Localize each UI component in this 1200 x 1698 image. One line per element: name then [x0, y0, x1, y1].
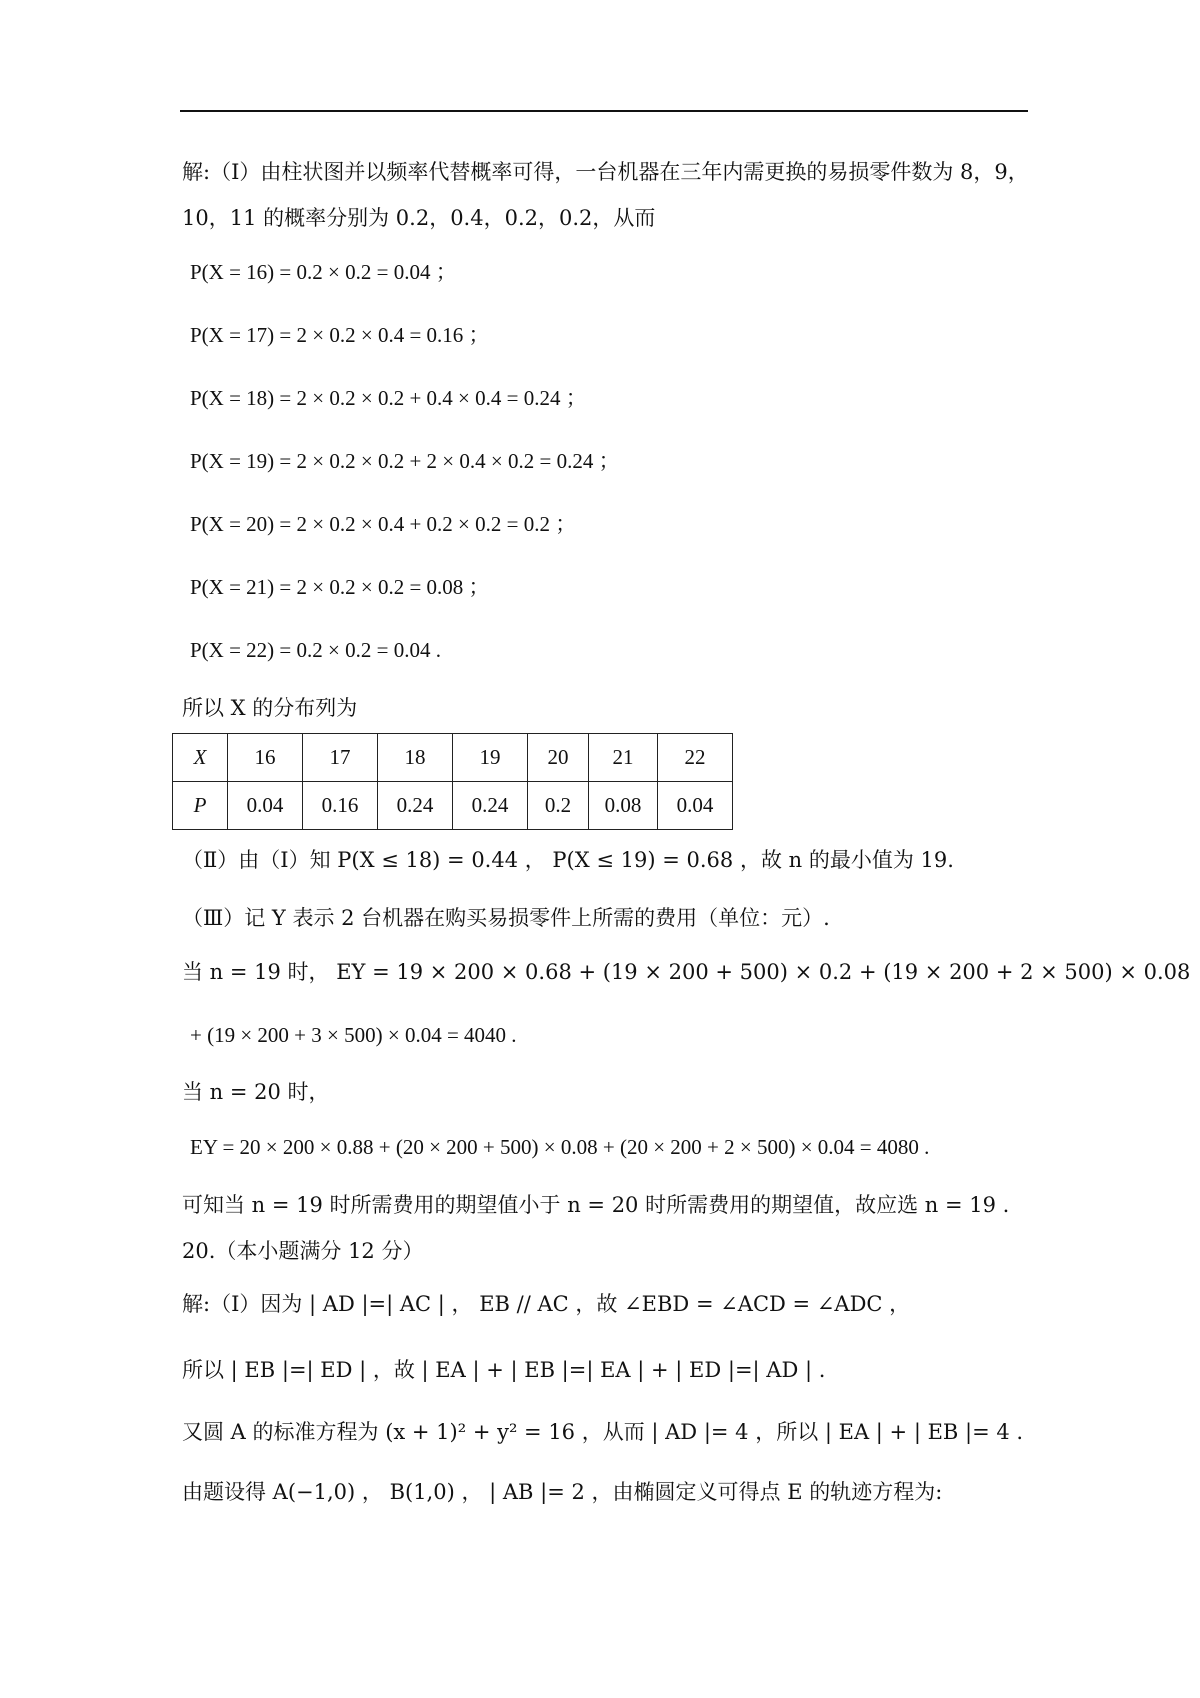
prob-x16: P(X = 16) = 0.2 × 0.2 = 0.04 ； [190, 260, 457, 284]
table-cell: 18 [378, 734, 453, 782]
solution-line-2: 10，11 的概率分别为 0.2，0.4，0.2，0.2，从而 [182, 206, 656, 230]
table-cell: 0.2 [528, 782, 589, 830]
q20-line-4: 由题设得 A(−1,0) ， B(1,0) ， | AB |= 2 ，由椭圆定义可得点 E 的轨迹方程为: [182, 1480, 943, 1504]
table-cell: 0.16 [303, 782, 378, 830]
top-rule [180, 110, 1028, 112]
table-cell: 19 [453, 734, 528, 782]
q20-line-1: 解:（Ⅰ）因为 | AD |=| AC | ， EB // AC ，故 ∠EBD = ∠ACD = ∠ADC ， [182, 1292, 911, 1316]
prob-x21: P(X = 21) = 2 × 0.2 × 0.2 = 0.08 ； [190, 575, 490, 599]
distribution-intro: 所以 X 的分布列为 [182, 696, 358, 720]
row-label-p: P [173, 782, 228, 830]
part-2-line: （Ⅱ）由（Ⅰ）知 P(X ≤ 18) = 0.44 ， P(X ≤ 19) = 0.68 ，故 n 的最小值为 19. [182, 848, 954, 872]
table-row-p [173, 782, 733, 830]
table-cell: 21 [589, 734, 658, 782]
n20-line-b: EY = 20 × 200 × 0.88 + (20 × 200 + 500) × 0.08 + (20 × 200 + 2 × 500) × 0.04 = 4080 . [190, 1135, 930, 1159]
table-cell: 0.08 [589, 782, 658, 830]
table-cell: 0.04 [658, 782, 733, 830]
question-20-heading: 20.（本小题满分 12 分） [182, 1239, 424, 1263]
n20-line-a: 当 n = 20 时， [182, 1080, 330, 1104]
conclusion-line: 可知当 n = 19 时所需费用的期望值小于 n = 20 时所需费用的期望值，故应选 n = 19 . [182, 1193, 1010, 1217]
table-cell: 0.04 [228, 782, 303, 830]
q20-line-3: 又圆 A 的标准方程为 (x + 1)² + y² = 16 ，从而 | AD |= 4 ，所以 | EA | + | EB |= 4 . [182, 1420, 1024, 1444]
table-cell: 17 [303, 734, 378, 782]
prob-x22: P(X = 22) = 0.2 × 0.2 = 0.04 . [190, 638, 441, 662]
table-cell: 0.24 [453, 782, 528, 830]
table-row-x [173, 734, 733, 782]
solution-line-1: 解:（Ⅰ）由柱状图并以频率代替概率可得，一台机器在三年内需更换的易损零件数为 8，9， [182, 160, 1029, 184]
table-cell: 16 [228, 734, 303, 782]
prob-x19: P(X = 19) = 2 × 0.2 × 0.2 + 2 × 0.4 × 0.2 = 0.24 ； [190, 449, 620, 473]
part-3-line: （Ⅲ）记 Y 表示 2 台机器在购买易损零件上所需的费用（单位：元）. [182, 906, 830, 930]
table-cell: 0.24 [378, 782, 453, 830]
q20-line-2: 所以 | EB |=| ED | ，故 | EA | + | EB |=| EA | + | ED |=| AD | . [182, 1358, 826, 1382]
prob-x20: P(X = 20) = 2 × 0.2 × 0.4 + 0.2 × 0.2 = 0.2 ； [190, 512, 577, 536]
prob-x18: P(X = 18) = 2 × 0.2 × 0.2 + 0.4 × 0.4 = 0.24 ； [190, 386, 587, 410]
n19-line-b: + (19 × 200 + 3 × 500) × 0.04 = 4040 . [190, 1023, 517, 1047]
n19-line-a: 当 n = 19 时， EY = 19 × 200 × 0.68 + (19 × 200 + 500) × 0.2 + (19 × 200 + 2 × 500) × 0.08 [182, 960, 1191, 984]
table-cell: 22 [658, 734, 733, 782]
distribution-table [172, 733, 733, 830]
row-label-x: X [173, 734, 228, 782]
prob-x17: P(X = 17) = 2 × 0.2 × 0.4 = 0.16 ； [190, 323, 490, 347]
table-cell: 20 [528, 734, 589, 782]
